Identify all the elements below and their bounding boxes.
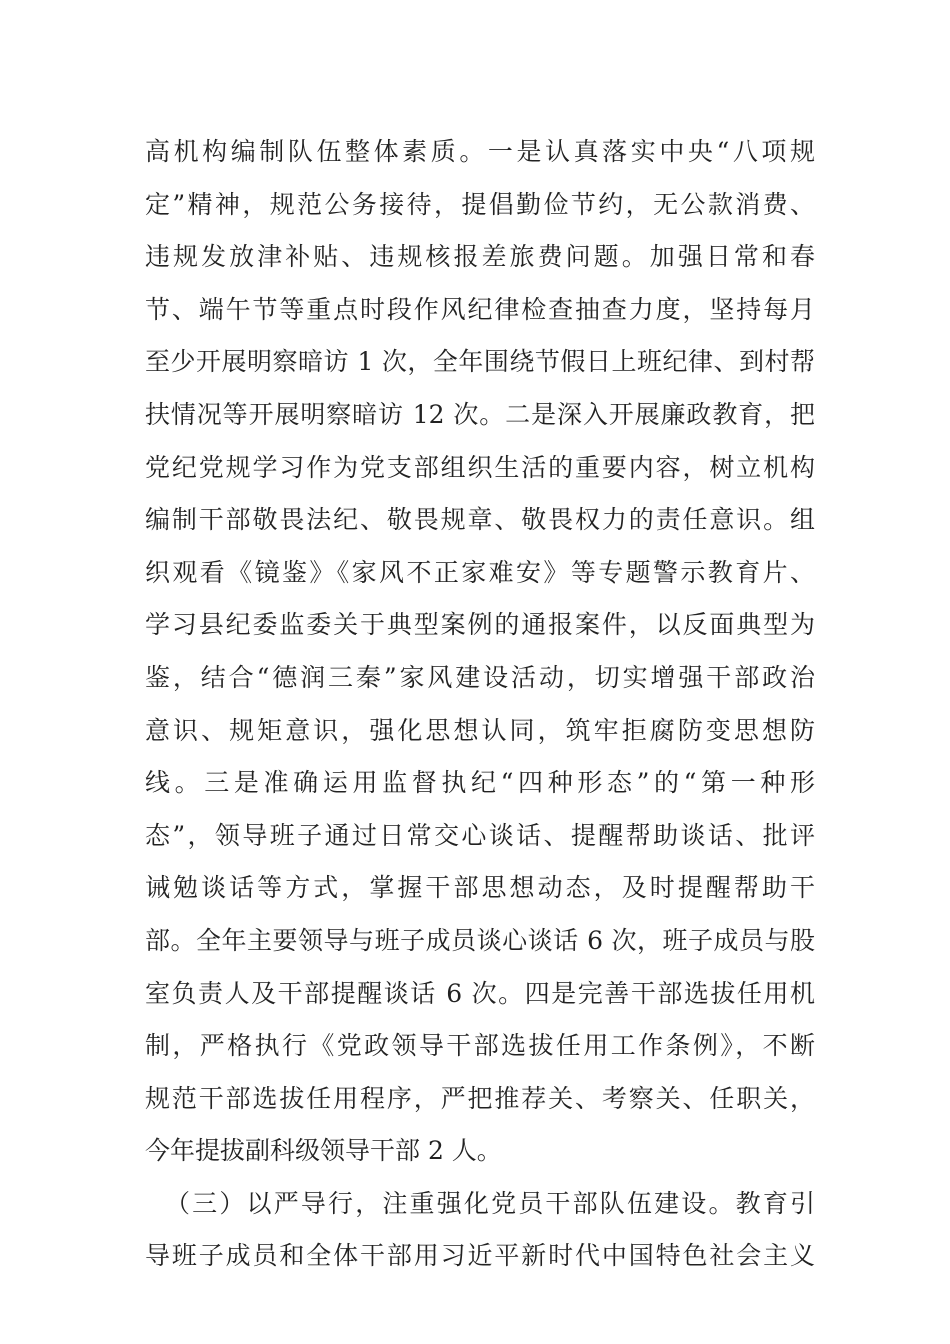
text-line: 导班子成员和全体干部用习近平新时代中国特色社会主义 [145, 1241, 815, 1271]
text-line: （三）以严导行，注重强化党员干部队伍建设。教育引 [165, 1188, 815, 1218]
text-line: 鉴，结合“德润三秦”家风建设活动，切实增强干部政治 [145, 662, 815, 692]
text-line: 高机构编制队伍整体素质。一是认真落实中央“八项规 [145, 137, 815, 166]
text-line: 部。全年主要领导与班子成员谈心谈话 6 次，班子成员与股 [145, 925, 815, 955]
text-line: 节、端午节等重点时段作风纪律检查抽查力度，坚持每月 [145, 294, 815, 324]
text-line: 线。三是准确运用监督执纪“四种形态”的“第一种形 [145, 768, 815, 798]
text-line: 规范干部选拔任用程序，严把推荐关、考察关、任职关， [145, 1083, 815, 1113]
text-line: 意识、规矩意识，强化思想认同，筑牢拒腐防变思想防 [145, 715, 815, 745]
body-text [145, 126, 815, 1283]
text-line: 违规发放津补贴、违规核报差旅费问题。加强日常和春 [145, 242, 815, 272]
text-line: 今年提拔副科级领导干部 2 人。 [145, 1136, 502, 1166]
text-line: 党纪党规学习作为党支部组织生活的重要内容，树立机构 [145, 452, 815, 482]
text-line: 至少开展明察暗访 1 次，全年围绕节假日上班纪律、到村帮 [145, 347, 815, 377]
text-line: 室负责人及干部提醒谈话 6 次。四是完善干部选拔任用机 [145, 978, 815, 1008]
text-line: 扶情况等开展明察暗访 12 次。二是深入开展廉政教育，把 [145, 399, 815, 429]
paragraph [145, 126, 815, 1178]
text-line: 编制干部敬畏法纪、敬畏规章、敬畏权力的责任意识。组 [145, 505, 815, 535]
text-line: 制，严格执行《党政领导干部选拔任用工作条例》，不断 [145, 1031, 815, 1061]
text-line: 织观看《镜鉴》《家风不正家难安》等专题警示教育片、 [145, 557, 815, 587]
text-line: 学习县纪委监委关于典型案例的通报案件，以反面典型为 [145, 610, 815, 640]
text-line: 态”，领导班子通过日常交心谈话、提醒帮助谈话、批评 [145, 820, 815, 850]
text-line: 诫勉谈话等方式，掌握干部思想动态，及时提醒帮助干 [145, 873, 815, 903]
paragraph [145, 1178, 815, 1283]
text-line: 定”精神，规范公务接待，提倡勤俭节约，无公款消费、 [145, 189, 815, 219]
